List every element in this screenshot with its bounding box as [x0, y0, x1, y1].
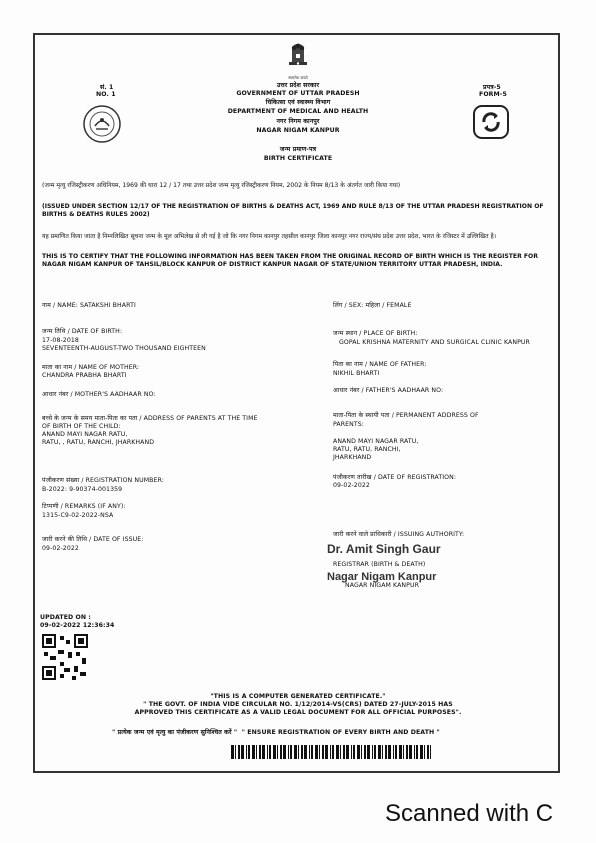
scanner-watermark: Scanned with C — [385, 800, 554, 827]
footer-hindi: " प्रत्येक जन्म एवं मृत्यु का पंजीकरण सुनिश्चित करें " — [112, 729, 238, 736]
form-number: FORM-5 — [479, 91, 507, 98]
mother-value: CHANDRA PRABHA BHARTI — [42, 372, 127, 379]
name-label: नाम / NAME: — [42, 302, 78, 309]
father-value: NIKHIL BHARTI — [333, 370, 380, 377]
sex-value: महिला / FEMALE — [365, 302, 412, 309]
signature-name: Dr. Amit Singh Gaur — [327, 542, 441, 556]
certify-hindi: यह प्रमाणित किया जाता है निम्नलिखित सूचना जन्म के मूल अभिलेख से ली गई है जो कि नगर निगम कानपुर तहसील कानपुर जिला कानपुर नगर राज्य/संघ प्रदेश उत्तर प्रदेश, भारत के रजिस्टर में उल्लिखित है। — [42, 233, 497, 240]
birth-address-line-2: RATU, , RATU, RANCHI, JHARKHAND — [42, 439, 155, 446]
emblem-motto: सत्यमेव जयते — [288, 75, 308, 80]
state-title: GOVERNMENT OF UTTAR PRADESH — [236, 90, 360, 97]
issued-under: (ISSUED UNDER SECTION 12/17 OF THE REGISTRATION OF BIRTHS & DEATHS ACT, 1969 AND RULE 8/13 OF THE UTTAR PRADESH REGISTRATION OF BIRTHS & DEATHS RULES 2002) — [42, 203, 544, 218]
registration-date-value: 09-02-2022 — [333, 482, 370, 489]
footer-line-2: " THE GOVT. OF INDIA VIDE CIRCULAR NO. 1/12/2014-VS(CRS) DATED 27-JULY-2015 HAS — [143, 701, 453, 708]
footer-line-1: "THIS IS A COMPUTER GENERATED CERTIFICATE." — [210, 693, 386, 700]
remarks-value: 1315-C9-02-2022-NSA — [42, 512, 114, 519]
nigam-hindi: नगर निगम कानपुर — [276, 118, 320, 125]
birth-address-label-2: OF BIRTH OF THE CHILD: — [42, 423, 121, 430]
remarks-label: टिप्पणी / REMARKS (IF ANY): — [42, 503, 126, 510]
permanent-address-line-3: JHARKHAND — [333, 454, 372, 461]
name-field — [42, 302, 136, 309]
dob-value: 17-08-2018 — [42, 337, 79, 344]
issue-date-label: जारी करने की तिथि / DATE OF ISSUE: — [42, 536, 144, 543]
birth-address-label: बच्चे के जन्म के समय माता-पिता का पता / ADDRESS OF PARENTS AT THE TIME — [42, 415, 258, 422]
permanent-address-label-2: PARENTS: — [333, 421, 364, 428]
sex-field — [333, 302, 411, 309]
form-logo-icon — [472, 104, 510, 140]
pob-label: जन्म स्थान / PLACE OF BIRTH: — [333, 330, 418, 337]
certificate-border — [33, 33, 560, 773]
issuing-authority-line-2: NAGAR NIGAM KANPUR — [345, 582, 420, 589]
issue-date-value: 09-02-2022 — [42, 545, 79, 552]
issued-under-hindi: (जन्म मृत्यु रजिस्ट्रीकरण अधिनियम, 1969 की धारा 12 / 17 तथा उत्तर प्रदेश जन्म मृत्यु रजिस्ट्रीकरण नियम, 2002 के नियम 8/13 के अंतर्गत जारी किया गया) — [42, 182, 401, 189]
registration-date-label: पंजीकरण तारीख / DATE OF REGISTRATION: — [333, 474, 457, 481]
dob-label: जन्म तिथि / DATE OF BIRTH: — [42, 328, 123, 335]
dob-words: SEVENTEENTH-AUGUST-TWO THOUSAND EIGHTEEN — [42, 345, 206, 352]
left-no-hindi: सं. 1 — [100, 84, 114, 91]
father-label: पिता का नाम / NAME OF FATHER: — [333, 361, 427, 368]
state-title-hindi: उत्तर प्रदेश सरकार — [276, 82, 320, 89]
mother-aadhaar-label: आधार नंबर / MOTHER'S AADHAAR NO: — [42, 391, 156, 398]
footer-line-3: APPROVED THIS CERTIFICATE AS A VALID LEGAL DOCUMENT FOR ALL OFFICIAL PURPOSES". — [134, 709, 462, 716]
issuing-authority-line-1: REGISTRAR (BIRTH & DEATH) — [333, 561, 426, 568]
department: DEPARTMENT OF MEDICAL AND HEALTH — [227, 108, 369, 115]
certificate-title: BIRTH CERTIFICATE — [263, 155, 333, 162]
name-value: SATAKSHI BHARTI — [80, 302, 136, 309]
footer-line-4 — [112, 729, 440, 736]
birth-address-line-1: ANAND MAYI NAGAR RATU, — [42, 431, 128, 438]
permanent-address-label: माता-पिता के स्थायी पता / PERMANENT ADDRESS OF — [333, 412, 479, 419]
department-hindi: चिकित्सा एवं स्वास्थ्य विभाग — [265, 99, 331, 106]
form-number-hindi: प्रपत्र-5 — [483, 84, 501, 91]
permanent-address-line-2: RATU, RATU, RANCHI, — [333, 446, 401, 453]
mother-label: माता का नाम / NAME OF MOTHER: — [42, 364, 140, 371]
certificate-title-hindi: जन्म प्रमाण-पत्र — [279, 146, 317, 153]
sex-label: लिंग / SEX: — [333, 302, 364, 309]
left-no: NO. 1 — [96, 91, 116, 98]
pob-value: GOPAL KRISHNA MATERNITY AND SURGICAL CLINIC KANPUR — [339, 339, 530, 346]
certify-text: THIS IS TO CERTIFY THAT THE FOLLOWING INFORMATION HAS BEEN TAKEN FROM THE ORIGINAL RECORD OF BIRTH WHICH IS THE REGISTER FOR NAGAR NIGAM KANPUR OF TAHSIL/BLOCK KANPUR OF DISTRICT KANPUR NAGAR OF STATE/UNION TERRITORY UTTAR PRADESH, INDIA. — [42, 253, 538, 268]
nigam-name: NAGAR NIGAM KANPUR — [256, 127, 340, 134]
up-govt-seal-icon — [82, 104, 122, 144]
father-aadhaar-label: आधार नंबर / FATHER'S AADHAAR NO: — [333, 387, 444, 394]
national-emblem-icon — [283, 40, 313, 76]
updated-value: 09-02-2022 12:36:34 — [40, 622, 115, 629]
updated-label: UPDATED ON : — [40, 614, 92, 621]
barcode-icon — [231, 745, 431, 759]
permanent-address-line-1: ANAND MAYI NAGAR RATU, — [333, 438, 419, 445]
registration-number-value: B-2022: 9-90374-001359 — [42, 486, 123, 493]
footer-english: " ENSURE REGISTRATION OF EVERY BIRTH AND DEATH " — [241, 729, 440, 736]
signature-stamp: Nagar Nigam Kanpur — [327, 571, 437, 583]
qr-code-icon — [42, 634, 88, 680]
issuing-authority-label: जारी करने वाले प्राधिकारी / ISSUING AUTHORITY: — [333, 531, 465, 538]
registration-number-label: पंजीकरण संख्या / REGISTRATION NUMBER: — [42, 477, 164, 484]
